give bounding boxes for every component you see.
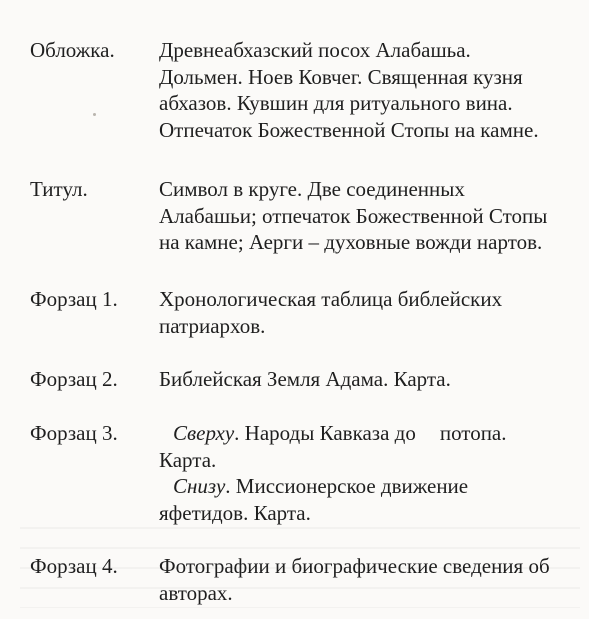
entry-label: Форзац 4. xyxy=(30,554,118,578)
description-line xyxy=(159,420,584,447)
description-line: Отпечаток Божественной Стопы на камне. xyxy=(159,117,539,142)
entry-label: Обложка. xyxy=(30,38,115,62)
entry-description xyxy=(159,366,584,393)
italic-caption-bottom: Снизу xyxy=(173,474,226,499)
description-line: Алабашьи; отпечаток Божественной Стопы xyxy=(159,203,548,228)
description-line: Карта. xyxy=(159,447,217,472)
paper-speck xyxy=(93,113,96,116)
description-line: Фотографии и биографические сведения об xyxy=(159,554,550,578)
entry-label: Форзац 3. xyxy=(30,421,118,445)
italic-caption-top: Сверху xyxy=(173,421,235,445)
description-line: абхазов. Кувшин для ритуального вина. xyxy=(159,91,513,116)
description-line: Хронологическая таблица библейских xyxy=(159,287,503,311)
description-line: патриархов. xyxy=(159,313,266,338)
description-text: . Народы Кавказа до xyxy=(234,421,416,445)
description-text: . Миссионерское движение xyxy=(225,474,469,499)
entry-description xyxy=(159,420,584,526)
entry-description xyxy=(159,176,584,256)
description-line xyxy=(159,473,584,500)
description-line: Древнеабхазский посох Алабашьа. xyxy=(159,38,471,62)
entry-label: Титул. xyxy=(30,177,88,201)
entry-label: Форзац 2. xyxy=(30,367,118,391)
description-line: яфетидов. Карта. xyxy=(159,500,311,525)
description-line: Дольмен. Ноев Ковчег. Священная кузня xyxy=(159,64,523,89)
description-line: на камне; Аерги – духовные вожди нартов. xyxy=(159,230,543,255)
description-line: авторах. xyxy=(159,580,233,605)
entry-label: Форзац 1. xyxy=(30,287,118,311)
entry-description xyxy=(159,286,584,339)
entry-description xyxy=(159,37,584,143)
description-line: Библейская Земля Адама. Карта. xyxy=(159,367,451,391)
entry-description xyxy=(159,553,584,606)
description-text: потопа. xyxy=(439,421,507,445)
description-line: Символ в круге. Две соединенных xyxy=(159,177,465,201)
